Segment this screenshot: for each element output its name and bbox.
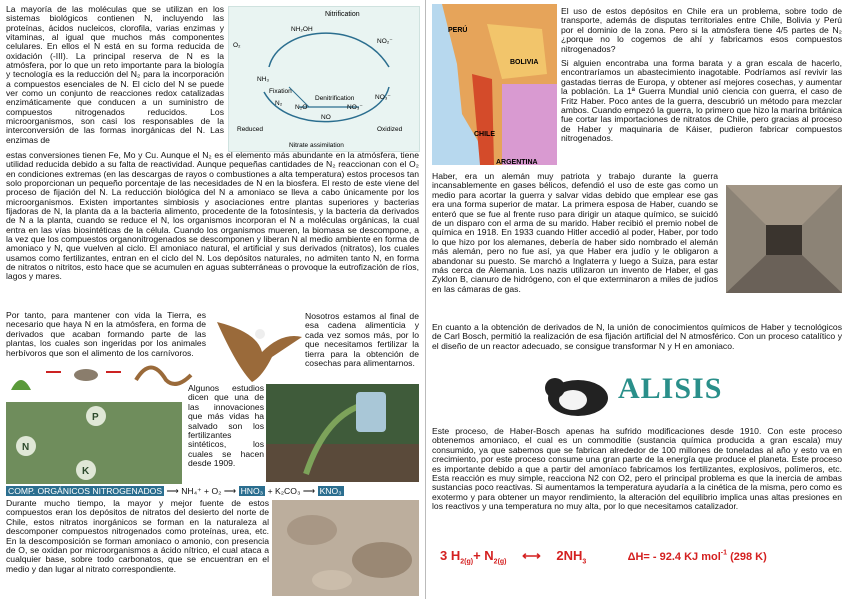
eq-equilibrium-arrow: ⟷: [522, 548, 541, 563]
fertilizer-photo: [266, 384, 419, 482]
nitrate-deposit-photo: [272, 500, 419, 596]
npk-letter-k: K: [82, 466, 90, 477]
map-label-bolivia: BOLIVIA: [510, 59, 539, 66]
chain-arrow-3: ⟶: [302, 486, 318, 496]
eq-enthalpy: ΔH= - 92.4 KJ mol: [627, 551, 721, 563]
main-paragraph: estas conversiones tienen Fe, Mo y Cu. Aunque el N₂ es el elemento más abundante en la atmósfera, tiene utilidad reducida debido a su falta de reactividad. Aunque pequeñas cantidades de N₂ reaccionan con el O₂ en condiciones extremas (en las descargas de rayos o combustiones a alta temperatura) estos procesos tan solo proporcionan un pequeño porcentaje de las necesidades de N en la biosfera. El resto de este viene del proceso de fijación del N. La reducción biológica del N a amoniaco se lleva a cabo únicamente por los microorganismos. Existen importantes simbiosis y asociaciones entre plantas superiores y bacterias fijadoras de N, la planta da a la bacteria alimento, procedente de la fotosíntesis, y la bacteria da derivados de N a la planta, cuando se reduce el N, los organismos incorporan el N a moléculas orgánicas, la cual entra en las vías biosintéticas de la célula. Cuando los organismos mueren, la biomasa se descompone, a la vez que los compuestos organonitrogenados se descomponen y liberan N al medio ambiente en forma de amoniaco y N, que vuelven al ciclo. El amoniaco natural, el artificial y sus derivados (nitratos), los cuales usamos como fertilizantes, entran en el ciclo del N. Los depósitos naturales, no admiten tanto N, en forma de nitratos o nitritos, esto hace que se acumulen en aguas subterráneas o provoque la eutrofización de ríos, lagos y mares.: [6, 150, 419, 282]
gas-chamber-svg: [726, 185, 842, 293]
nitrogen-cycle-diagram: [228, 6, 420, 152]
food-chain-illustration: [6, 350, 206, 400]
cycle-no: NO: [321, 114, 331, 121]
eq-nitrogen: + N: [473, 548, 494, 563]
map-label-chile: CHILE: [474, 131, 495, 138]
cycle-o2: O₂: [233, 42, 241, 49]
food-chain-svg: [6, 350, 206, 400]
chain-nitric-acid: HNO₃: [240, 486, 264, 496]
haber-intro-paragraph: Si alguien encontraba una forma barata y a gran escala de hacerlo, encontraríamos un abastecimiento inagotable. Podríamos así revivir las gastadas tierras de Europa, y obtener así mejores cosechas, y aumentar la población. La 1ª Guerra Mundial unió ciencia con guerra, el caso de Fritz Haber. Poco antes de la guerra, descubrió un método para mezclar ambos. Cuando empezó la guerra, lo primero que hizo la marina británica fue cortar las importaciones de nitratos de Chile, pero gracias al proceso de Haber y maquinaria de Káiser, pudieron fabricar compuestos nitrogenados.: [561, 58, 842, 144]
nitrate-chain-bar: [6, 486, 419, 497]
food-chain-paragraph: Por tanto, para mantener con vida la Tierra, es necesario que haya N en la atmósfera, en forma de derivados que acaban formando parte de las plantas, los cuales son ingeridas por los animales herbívoros que son el alimento de los carnívoros.: [6, 310, 206, 358]
haber-bosch-process-paragraph: Este proceso, de Haber-Bosch apenas ha sufrido modificaciones desde 1910. Con este proceso obtenemos amoniaco, el cual es un commoditie (sustancia química producida a gran escala) muy consumido, ya que sabemos que se fabrican alrededor de 100 millones de toneladas al año y esto va en crecimiento, por este proceso consume una gran parte de la energía que produce el planeta. Este proceso es importante debido a que a partir del amoníaco fabricamos los fertilizantes, explosivos, polímeros, etc. Esta reacción es muy simple, reacciona N2 con O2, pero el principal problema es que la inercia de ambas sustancias poco reactivas. Si aumentamos la temperatura ayudaría a la cinética de la misma, pero como es exotermo y para obtener un mayor rendimiento, la alteración del equilibrio implica unas altas presiones en los reactivos y una temperatura no muy alta, por lo que necesitamos catalizador.: [432, 426, 842, 512]
cycle-title: Nitrification: [325, 11, 360, 18]
fertilizer-photo-svg: [266, 384, 419, 482]
cycle-no2: NO₂⁻: [377, 38, 393, 45]
chain-ammonium: NH₄⁺ + O₂: [181, 486, 222, 496]
eq-ammonia: 2NH: [556, 548, 583, 563]
eagle-illustration: [212, 312, 304, 384]
npk-letter-n: N: [22, 442, 30, 453]
chain-arrow-2: ⟶: [223, 486, 239, 496]
end-of-chain-paragraph: Nosotros estamos al final de esa cadena alimenticia y cada vez somos más, por lo que necesitamos fertilizar la tierra para la obtención de cosechas para alimentarnos.: [305, 311, 419, 369]
eq-nitrogen-sub: 2(g): [493, 558, 507, 566]
map-label-argentina: ARGENTINA: [496, 159, 538, 165]
chain-arrow-1: ⟶: [166, 486, 182, 496]
cycle-reduced: Reduced: [237, 126, 264, 133]
cycle-n2o: N₂O: [295, 104, 308, 111]
npk-svg: [6, 402, 182, 484]
haber-bosch-union-paragraph: En cuanto a la obtención de derivados de N, la unión de conocimientos químicos de Haber y tecnológicos de Carl Bosch, permitió la realización de esa fijación artificial del N atmosférico. Con un proceso catalítico y el diseño de un reactor adecuado, se consigue transformar N y H en amoniaco.: [432, 322, 842, 351]
haber-equation: [440, 548, 840, 566]
cycle-nh2oh: NH₂OH: [291, 26, 313, 33]
eq-ammonia-sub: 3: [582, 558, 587, 566]
gas-chamber-photo: [726, 185, 842, 293]
fertilizer-studies-paragraph: Algunos estudios dicen que una de las innovaciones que más vidas ha salvado son los fertilizantes sintéticos, los cuales se hacen desde 1909.: [188, 383, 264, 469]
cycle-fixation: Fixation: [269, 88, 292, 95]
eq-hydrogen-sub: 2(g): [460, 558, 474, 566]
alisis-logo: [543, 360, 743, 420]
eq-temperature: (298 K): [727, 551, 767, 563]
chile-problem-paragraph: El uso de estos depósitos en Chile era un problema, sobre todo de transporte, además de disputas territoriales entre Chile, Bolivia y Perú por el dominio de la zona. Pero si la atmósfera tiene 4/5 partes de N₂ ¿porque no lo cogemos de ahí y fabricamos esos compuestos nitrogenados?: [561, 6, 842, 54]
cycle-nh3: NH₃: [257, 76, 270, 83]
map-label-peru: PERÚ: [448, 27, 468, 34]
cycle-no3: NO₃⁻: [347, 104, 363, 111]
eagle-svg: [212, 312, 304, 384]
eq-enthalpy-exp: -1: [720, 549, 728, 557]
npk-letter-p: P: [92, 412, 99, 423]
deposit-photo-svg: [272, 500, 419, 596]
chain-potassium-nitrate: KNO₃: [319, 486, 342, 496]
npk-image: [6, 402, 182, 484]
cycle-oxidized: Oxidized: [377, 126, 403, 133]
alisis-logo-text: ALISIS: [618, 372, 723, 405]
column-divider: [425, 0, 426, 599]
chain-carbonate: + K₂CO₃: [267, 486, 301, 496]
cycle-n2: N₂: [275, 100, 283, 107]
cycle-no3b: NO₃⁻: [375, 94, 391, 101]
south-america-map: [432, 4, 557, 165]
map-svg: [432, 4, 557, 165]
cycle-assimilation: Nitrate assimilation: [289, 142, 344, 149]
eq-hydrogen: 3 H: [440, 548, 461, 563]
nitrogen-cycle-svg: [229, 7, 419, 151]
chile-deposits-paragraph: Durante mucho tiempo, la mayor y mejor fuente de estos compuestos eran los depósitos de nitratos del desierto del norte de Chile, estos nitratos inorgánicos se forman en la naturaleza al descomponer compuestos nitrogenados como proteínas, urea, etc. En la descomposición se forman amoniaco o amonio, con presencia de O, se oxidan por microorganismos a ácido nítrico, el cual ataca a cualquier base, sobre todo carbonatos, que se encuentran en el medio y dan lugar al nitrato correspondiente.: [6, 498, 269, 574]
haber-biography-paragraph: Haber, era un alemán muy patriota y trabajo durante la guerra incansablemente en gases bélicos, defendió el uso de este gas como un medio para acortar la guerra y salvar vidas debido que emplear ese gas era una forma superior de matar. La primera esposa de Haber, cuando se enteró que se fue al frente ruso para dirigir un ataque químico, se suicidó de un disparo con el arma de su marido. Haber recibió el premio nobel de química en 1918. En 1933 cuando Hitler accedió al poder, Haber, por todo lo que hizo por los alemanes, debería de haber sido nombrado el alemán más alemán, pero no fue así, ya que Haber era judío y le obligaron a abandonar su puesto. Se marchó a Inglaterra y luego a Suiza, para estar más cerca de Alemania. Los nazis utilizaron un invento de Haber, el gas Zyklon B, cianuro de hidrógeno, con el que exterminaron a miles de judíos en las cámaras de gas.: [432, 171, 718, 294]
intro-paragraph: La mayoría de las moléculas que se utilizan en los sistemas biológicos contienen N, incluyendo las proteínas, ácidos nucleicos, clorofila, varias enzimas y vitaminas, al igual que muchos más componentes celulares. En ellos el N está en su forma reducida de oxidación (-III). La principal reserva de N es la atmósfera, por lo que un reto importante para la biología y tecnología es la reducción del N₂ para la incorporación a compuestos esenciales de N. El ciclo del N se puede ver como un conjunto de reacciones redox catalizadas enzimáticamente que conducen a un suministro de compuestos nitrogenados reducidos. Los microorganismos, son casi los responsables de la interconversión de las formas inorgánicas del N. Las enzimas de: [6, 4, 224, 145]
cycle-denitrification: Denitrification: [315, 95, 355, 102]
chain-organic-compounds: COMP. ORGÁNICOS NITROGENADOS: [8, 486, 163, 496]
